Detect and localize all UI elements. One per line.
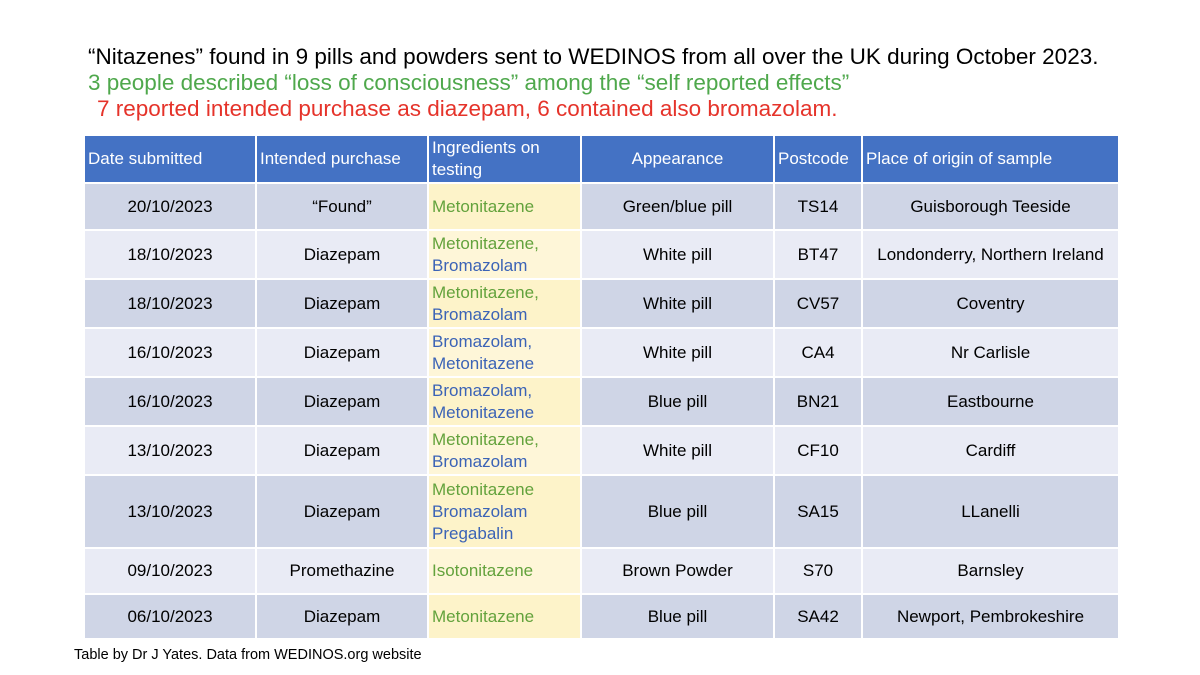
cell-date: 13/10/2023 bbox=[84, 475, 256, 548]
cell-origin: Cardiff bbox=[862, 426, 1119, 475]
cell-postcode: CV57 bbox=[774, 279, 862, 328]
cell-ingredients bbox=[428, 594, 581, 639]
table-row bbox=[84, 475, 1119, 548]
cell-origin: Guisborough Teeside bbox=[862, 183, 1119, 230]
ingredient: Bromazolam bbox=[432, 451, 528, 471]
table-row bbox=[84, 328, 1119, 377]
cell-appearance: White pill bbox=[581, 328, 774, 377]
cell-postcode: BT47 bbox=[774, 230, 862, 279]
ingredient: Bromazolam, bbox=[432, 380, 533, 400]
header-date-submitted: Date submitted bbox=[84, 135, 256, 183]
cell-purchase: Promethazine bbox=[256, 548, 428, 594]
cell-ingredients bbox=[428, 548, 581, 594]
cell-appearance: Brown Powder bbox=[581, 548, 774, 594]
headline-line-3: 7 reported intended purchase as diazepam, 6 contained also bromazolam. bbox=[97, 96, 838, 121]
table-row bbox=[84, 183, 1119, 230]
ingredient: Metonitazene, bbox=[432, 233, 539, 253]
headline bbox=[88, 44, 1188, 122]
cell-appearance: White pill bbox=[581, 230, 774, 279]
cell-purchase: Diazepam bbox=[256, 230, 428, 279]
cell-appearance: Blue pill bbox=[581, 594, 774, 639]
cell-postcode: CA4 bbox=[774, 328, 862, 377]
ingredient: Metonitazene bbox=[432, 479, 535, 499]
cell-date: 13/10/2023 bbox=[84, 426, 256, 475]
cell-ingredients bbox=[428, 230, 581, 279]
cell-date: 18/10/2023 bbox=[84, 230, 256, 279]
cell-date: 20/10/2023 bbox=[84, 183, 256, 230]
table-body bbox=[84, 183, 1119, 639]
nitazenes-table bbox=[83, 134, 1120, 640]
cell-appearance: White pill bbox=[581, 426, 774, 475]
cell-postcode: TS14 bbox=[774, 183, 862, 230]
cell-postcode: BN21 bbox=[774, 377, 862, 426]
cell-purchase: Diazepam bbox=[256, 594, 428, 639]
cell-origin: Coventry bbox=[862, 279, 1119, 328]
ingredient: Metonitazene, bbox=[432, 282, 539, 302]
cell-purchase: Diazepam bbox=[256, 475, 428, 548]
cell-appearance: Blue pill bbox=[581, 377, 774, 426]
cell-date: 16/10/2023 bbox=[84, 377, 256, 426]
footer-credit: Table by Dr J Yates. Data from WEDINOS.org website bbox=[74, 647, 422, 663]
cell-purchase: Diazepam bbox=[256, 279, 428, 328]
header-ingredients bbox=[428, 135, 581, 183]
table-header-row bbox=[84, 135, 1119, 183]
table-row bbox=[84, 594, 1119, 639]
ingredient: Pregabalin bbox=[432, 523, 514, 543]
cell-origin: Londonderry, Northern Ireland bbox=[862, 230, 1119, 279]
cell-purchase: Diazepam bbox=[256, 328, 428, 377]
cell-date: 09/10/2023 bbox=[84, 548, 256, 594]
cell-ingredients bbox=[428, 475, 581, 548]
header-appearance: Appearance bbox=[581, 135, 774, 183]
cell-origin: Nr Carlisle bbox=[862, 328, 1119, 377]
header-place-of-origin: Place of origin of sample bbox=[862, 135, 1119, 183]
header-ingredients-line-2: testing bbox=[432, 160, 483, 179]
cell-postcode: SA42 bbox=[774, 594, 862, 639]
cell-appearance: Green/blue pill bbox=[581, 183, 774, 230]
cell-ingredients bbox=[428, 183, 581, 230]
cell-purchase: Diazepam bbox=[256, 377, 428, 426]
ingredient: Metonitazene bbox=[432, 196, 535, 216]
cell-postcode: SA15 bbox=[774, 475, 862, 548]
ingredient: Metonitazene bbox=[432, 402, 535, 422]
ingredient: Bromazolam bbox=[432, 501, 528, 521]
cell-postcode: S70 bbox=[774, 548, 862, 594]
header-ingredients-line-1: Ingredients on bbox=[432, 138, 540, 157]
cell-date: 18/10/2023 bbox=[84, 279, 256, 328]
ingredient: Bromazolam bbox=[432, 304, 528, 324]
table-row bbox=[84, 230, 1119, 279]
cell-appearance: White pill bbox=[581, 279, 774, 328]
ingredient: Isotonitazene bbox=[432, 561, 534, 580]
cell-origin: Eastbourne bbox=[862, 377, 1119, 426]
table-row bbox=[84, 548, 1119, 594]
ingredient: Bromazolam bbox=[432, 255, 528, 275]
table-row bbox=[84, 279, 1119, 328]
header-postcode: Postcode bbox=[774, 135, 862, 183]
table-row bbox=[84, 377, 1119, 426]
headline-line-2: 3 people described “loss of consciousness” among the “self reported effects” bbox=[88, 70, 850, 95]
cell-ingredients bbox=[428, 328, 581, 377]
ingredient: Bromazolam, bbox=[432, 331, 533, 351]
cell-origin: Newport, Pembrokeshire bbox=[862, 594, 1119, 639]
cell-date: 06/10/2023 bbox=[84, 594, 256, 639]
cell-ingredients bbox=[428, 377, 581, 426]
table-row bbox=[84, 426, 1119, 475]
cell-origin: Barnsley bbox=[862, 548, 1119, 594]
cell-ingredients bbox=[428, 426, 581, 475]
ingredient: Metonitazene bbox=[432, 353, 535, 373]
header-intended-purchase: Intended purchase bbox=[256, 135, 428, 183]
cell-postcode: CF10 bbox=[774, 426, 862, 475]
ingredient: Metonitazene, bbox=[432, 429, 539, 449]
cell-appearance: Blue pill bbox=[581, 475, 774, 548]
cell-origin: LLanelli bbox=[862, 475, 1119, 548]
cell-purchase: Diazepam bbox=[256, 426, 428, 475]
cell-ingredients bbox=[428, 279, 581, 328]
cell-date: 16/10/2023 bbox=[84, 328, 256, 377]
headline-line-1: “Nitazenes” found in 9 pills and powders sent to WEDINOS from all over the UK during October 2023. bbox=[88, 44, 1099, 69]
ingredient: Metonitazene bbox=[432, 606, 535, 626]
cell-purchase: “Found” bbox=[256, 183, 428, 230]
